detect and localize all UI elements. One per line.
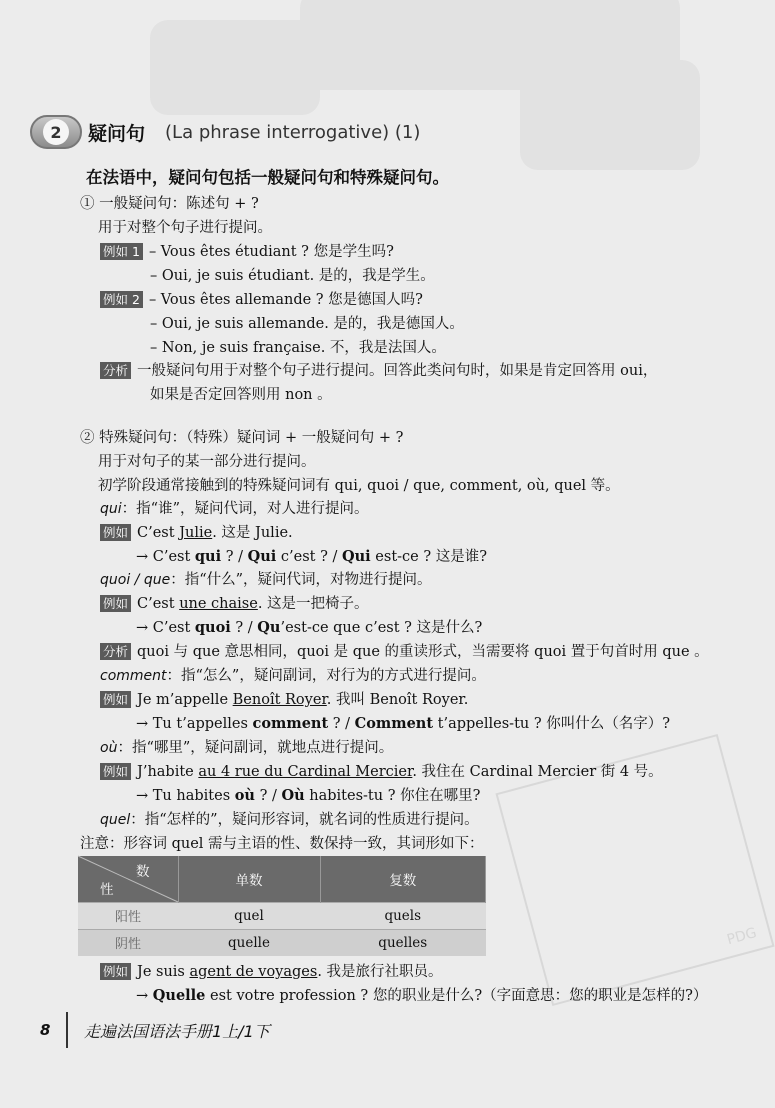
ou-definition: où：指“哪里”，疑问副词，就地点进行提问。 (100, 740, 394, 756)
analysis-tag: 分析 (100, 362, 131, 379)
example-tag: 例如 2 (100, 291, 143, 308)
table-row: 阳性 quel quels (78, 902, 486, 929)
background-shape (520, 60, 700, 170)
quel-forms-table (78, 856, 486, 956)
example-2-answer-2: – Non, je suis française. 不，我是法国人。 (150, 340, 446, 356)
quoi-definition: quoi / que：指“什么”，疑问代词，对物进行提问。 (100, 572, 432, 588)
qui-definition: qui：指“谁”，疑问代词，对人进行提问。 (100, 501, 369, 517)
ou-example: 例如 J’habite au 4 rue du Cardinal Mercier. 我住在 Cardinal Mercier 街 4 号。 (100, 760, 663, 781)
ou-answer: → Tu habites où ? / Où habites-tu ? 你住在哪里? (136, 787, 481, 804)
qui-example: 例如 C’est Julie. 这是 Julie. (100, 521, 293, 542)
comment-example: 例如 Je m’appelle Benoît Royer. 我叫 Benoît Royer. (100, 688, 468, 709)
example-1: 例如 1 – Vous êtes étudiant ? 您是学生吗? (100, 240, 394, 261)
quoi-example: 例如 C’est une chaise. 这是一把椅子。 (100, 592, 369, 613)
background-shape (150, 20, 320, 115)
table-row: 阴性 quelle quelles (78, 929, 486, 956)
example-2-answer-1: – Oui, je suis allemande. 是的，我是德国人。 (150, 316, 464, 332)
part1-analysis: 分析 一般疑问句用于对整个句子进行提问。回答此类问句时，如果是肯定回答用 oui， (100, 359, 657, 380)
example-tag: 例如 1 (100, 243, 143, 260)
part1-analysis-cont: 如果是否定回答则用 non 。 (150, 387, 332, 403)
intro-sentence: 在法语中，疑问句包括一般疑问句和特殊疑问句。 (86, 168, 449, 187)
example-2: 例如 2 – Vous êtes allemande ? 您是德国人吗? (100, 288, 423, 309)
part1-description: 用于对整个句子进行提问。 (98, 220, 272, 236)
footer-divider (66, 1012, 68, 1048)
quel-definition: quel：指“怎样的”，疑问形容词，就名词的性质进行提问。 (100, 812, 479, 828)
part2-heading: ② 特殊疑问句：（特殊）疑问词 + 一般疑问句 + ? (80, 430, 404, 446)
column-header-plural: 复数 (320, 856, 486, 902)
quoi-analysis: 分析 quoi 与 que 意思相同，quoi 是 que 的重读形式，当需要将 quoi 置于句首时用 que 。 (100, 640, 709, 661)
quoi-answer: → C’est quoi ? / Qu’est-ce que c’est ? 这是什么? (136, 619, 483, 636)
qui-answer: → C’est qui ? / Qui c’est ? / Qui est-ce ? 这是谁? (136, 548, 488, 565)
page-number: 8 (40, 1021, 51, 1039)
column-header-singular: 单数 (178, 856, 320, 902)
diagonal-line (78, 856, 178, 902)
section-title: 疑问句 (88, 122, 146, 145)
part2-desc-1: 用于对句子的某一部分进行提问。 (98, 454, 316, 470)
quel-answer: → Quelle est votre profession ? 您的职业是什么?（字面意思：您的职业是怎样的?） (136, 987, 708, 1004)
example-1-answer: – Oui, je suis étudiant. 是的，我是学生。 (150, 268, 435, 284)
book-title: 走遍法国语法手册1上/1下 (84, 1022, 270, 1041)
section-header (30, 112, 420, 152)
section-number-badge: 2 (30, 115, 82, 149)
quel-example: 例如 Je suis agent de voyages. 我是旅行社职员。 (100, 960, 443, 981)
comment-answer: → Tu t’appelles comment ? / Comment t’appelles-tu ? 你叫什么（名字）? (136, 715, 671, 732)
section-subtitle: (La phrase interrogative) (1) (165, 121, 421, 143)
comment-definition: comment：指“怎么”，疑问副词，对行为的方式进行提问。 (100, 668, 486, 684)
quel-note: 注意：形容词 quel 需与主语的性、数保持一致，其词形如下： (80, 836, 484, 852)
part1-heading: ① 一般疑问句：陈述句 + ? (80, 196, 259, 212)
library-stamp-watermark: PDG (495, 734, 774, 1006)
part2-desc-2: 初学阶段通常接触到的特殊疑问词有 qui, quoi / que, comment, où, quel 等。 (98, 478, 620, 494)
table-corner-cell: 数 性 (78, 856, 178, 902)
